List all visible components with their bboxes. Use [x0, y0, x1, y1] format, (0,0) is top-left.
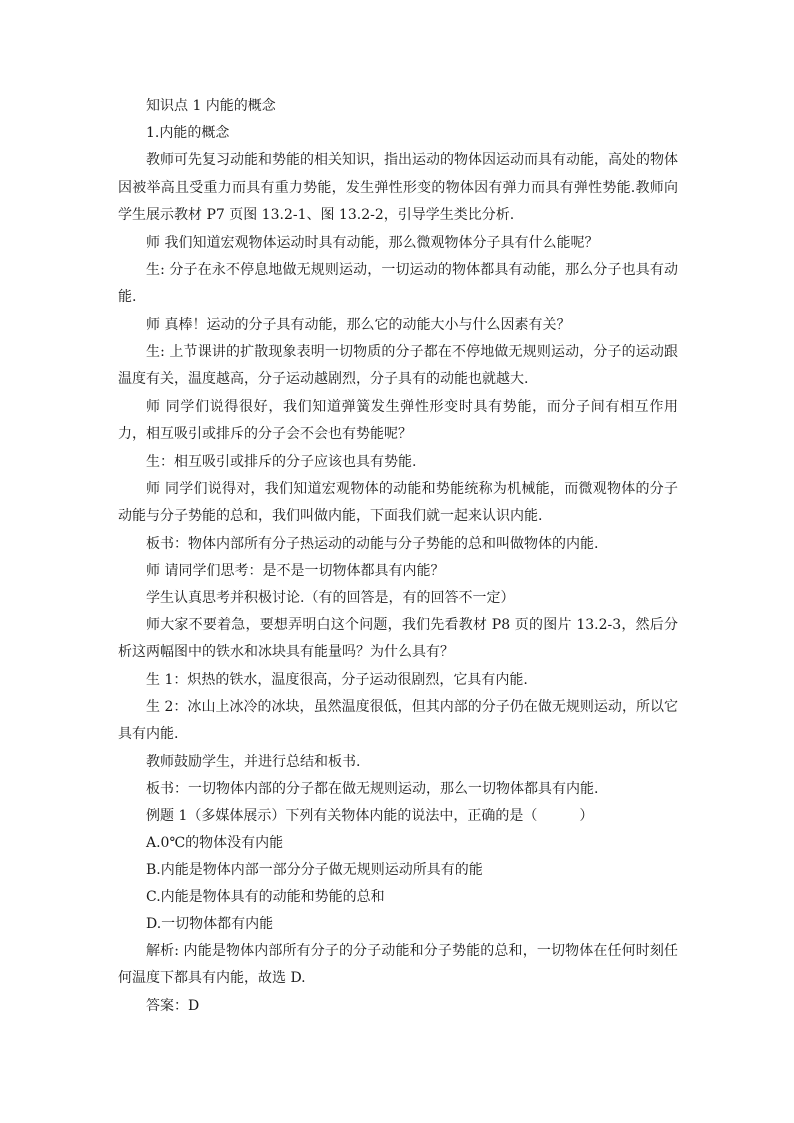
paragraph: 教师可先复习动能和势能的相关知识，指出运动的物体因运动而具有动能，高处的物体因被举高且受重力而具有重力势能，发生弹性形变的物体因有弹力而具有弹性势能.教师向学生展示教材 P7 页图 13.2-1、图 13.2-2，引导学生类比分析. [118, 152, 678, 223]
option-c: C.内能是物体具有的动能和势能的总和 [146, 888, 385, 905]
section-heading: 知识点 1 内能的概念 [146, 98, 276, 114]
option-b: B.内能是物体内部一部分分子做无规则运动所具有的能 [146, 861, 483, 878]
option-a: A.0℃的物体没有内能 [146, 834, 284, 851]
paragraph: 生：相互吸引或排斥的分子应该也具有势能. [146, 453, 417, 470]
example-question: 例题 1（多媒体展示）下列有关物体内能的说法中，正确的是（ ） [146, 807, 594, 824]
paragraph: 板书：物体内部所有分子热运动的动能与分子势能的总和叫做物体的内能. [146, 535, 599, 552]
paragraph: 师 同学们说得很好，我们知道弹簧发生弹性形变时具有势能，而分子间有相互作用力，相互吸引或排斥的分子会不会也有势能呢？ [118, 398, 678, 442]
paragraph: 板书：一切物体内部的分子都在做无规则运动，那么一切物体都具有内能. [146, 780, 599, 797]
paragraph: 学生认真思考并积极讨论.（有的回答是，有的回答不一定） [146, 589, 515, 606]
subsection-heading: 1.内能的概念 [146, 125, 230, 141]
paragraph: 教师鼓励学生，并进行总结和板书. [146, 753, 361, 770]
paragraph: 生: 分子在永不停息地做无规则运动，一切运动的物体都具有动能，那么分子也具有动能. [118, 261, 678, 305]
document-body [118, 93, 678, 1020]
paragraph: 生 2：冰山上冰冷的冰块，虽然温度很低，但其内部的分子仍在做无规则运动，所以它具有内能. [118, 698, 678, 742]
paragraph: 师大家不要着急，要想弄明白这个问题，我们先看教材 P8 页的图片 13.2-3，然后分析这两幅图中的铁水和冰块具有能量吗？为什么具有？ [118, 616, 678, 660]
analysis: 解析: 内能是物体内部所有分子的分子动能和分子势能的总和，一切物体在任何时刻任何温度下都具有内能，故选 D. [118, 942, 678, 986]
answer: 答案：D [146, 997, 200, 1014]
paragraph: 师 请同学们思考：是不是一切物体都具有内能？ [146, 562, 445, 579]
paragraph: 师 同学们说得对，我们知道宏观物体的动能和势能统称为机械能，而微观物体的分子动能与分子势能的总和，我们叫做内能，下面我们就一起来认识内能. [118, 480, 678, 524]
paragraph: 师 我们知道宏观物体运动时具有动能，那么微观物体分子具有什么能呢？ [146, 234, 599, 251]
option-d: D.一切物体都有内能 [146, 915, 274, 932]
paragraph: 师 真棒！运动的分子具有动能，那么它的动能大小与什么因素有关？ [146, 316, 571, 333]
paragraph: 生: 上节课讲的扩散现象表明一切物质的分子都在不停地做无规则运动，分子的运动跟温度有关，温度越高，分子运动越剧烈，分子具有的动能也就越大. [118, 343, 678, 387]
paragraph: 生 1：炽热的铁水，温度很高，分子运动很剧烈，它具有内能. [146, 671, 528, 688]
